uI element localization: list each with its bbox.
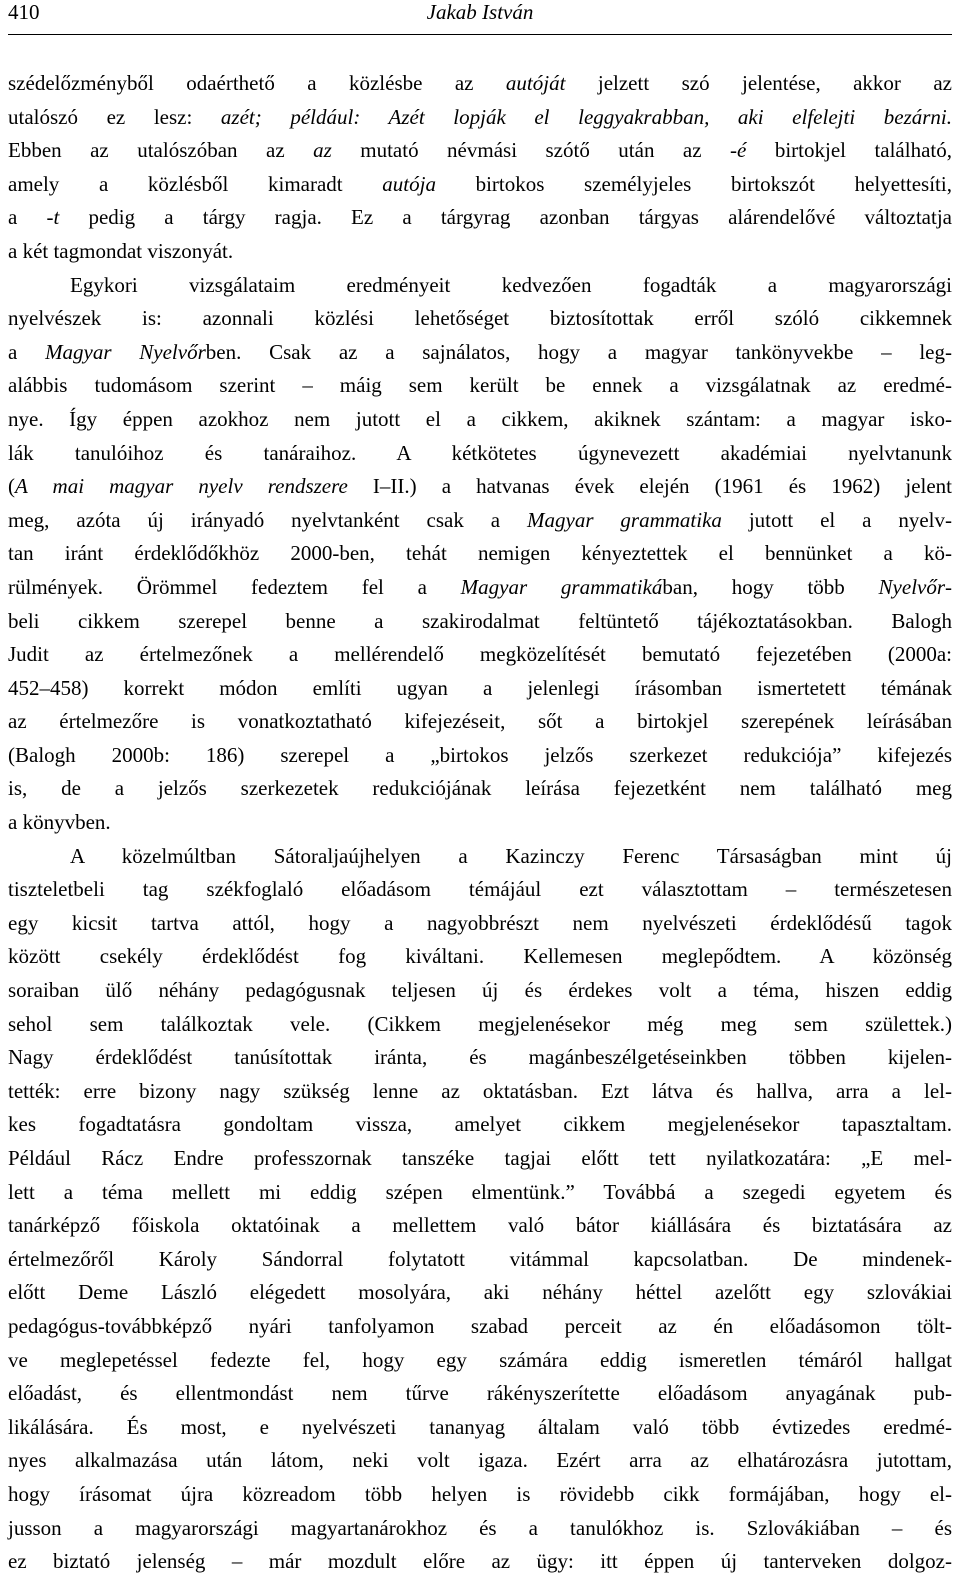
text-run: Ebben az utalószóban az — [8, 138, 314, 163]
text-run: meg, azóta új irányadó nyelvtanként csak a — [8, 507, 527, 532]
italic-text: Magyar grammatiká — [460, 574, 663, 599]
italic-text: autója — [382, 171, 436, 196]
text-run: sehol sem találkoztak vele. (Cikkem megjelenésekor még meg sem születtek.) — [8, 1011, 952, 1036]
text-line — [8, 1344, 952, 1378]
text-run: lett a téma mellett mi eddig szépen elmentünk.” Továbbá a szegedi egyetem és — [8, 1179, 952, 1204]
text-line — [8, 806, 952, 840]
text-line — [8, 302, 952, 336]
text-run: egy kicsit tartva attól, hogy a nagyobbrészt nem nyelvészeti érdeklődésű tagok — [8, 910, 952, 935]
text-line — [8, 571, 952, 605]
text-run: is, de a jelzős szerkezetek redukciójának leírása fejezetként nem található meg — [8, 776, 952, 801]
italic-text: azét; például: Azét lopják el leggyakrabban, aki elfelejti bezárni. — [220, 104, 952, 129]
text-line — [8, 1142, 952, 1176]
text-run: a — [8, 339, 46, 364]
text-run: szédelőzményből odaérthető a közlésbe az — [8, 71, 506, 95]
text-line — [8, 235, 952, 269]
italic-text: Nyelvőr — [878, 574, 946, 599]
italic-text: -é — [730, 138, 747, 163]
text-run: között csekély érdeklődést fog kiváltani. Kellemesen meglepődtem. A közönség — [8, 944, 952, 969]
text-line — [8, 1243, 952, 1277]
text-run: A közelmúltban Sátoraljaújhelyen a Kazinczy Ferenc Társaságban mint új — [70, 843, 952, 868]
text-run: nyelvészek is: azonnali közlési lehetőséget biztosítottak erről szóló cikkemnek — [8, 306, 952, 331]
text-run: nyes alkalmazása után látom, neki volt igaza. Ezért arra az elhatározásra jutottam, — [8, 1448, 952, 1473]
text-line — [8, 672, 952, 706]
text-line — [8, 840, 952, 874]
text-run: tették: erre bizony nagy szükség lenne az oktatásban. Ezt látva és hallva, arra a lel- — [8, 1078, 952, 1103]
text-run: tanárképző főiskola oktatóinak a mellettem való bátor kiállására és biztatására az — [8, 1213, 952, 1238]
text-line — [8, 739, 952, 773]
text-line — [8, 907, 952, 941]
text-line — [8, 67, 952, 101]
body-text — [8, 67, 952, 1579]
text-run: jelzett szó jelentése, akkor az — [565, 71, 952, 95]
text-line — [8, 504, 952, 538]
text-run: soraiban ülő néhány pedagógusnak teljesen új és érdekes volt a téma, hiszen eddig — [8, 978, 952, 1003]
text-line — [8, 705, 952, 739]
text-run: jusson a magyarországi magyartanárokhoz és a tanulókhoz is. Szlovákiában – és — [8, 1515, 952, 1540]
text-run: kes fogadtatásra gondoltam vissza, amelyet cikkem megjelenésekor tapasztaltam. — [8, 1112, 952, 1137]
text-run: ( — [8, 474, 15, 499]
text-run: ben. Csak az a sajnálatos, hogy a magyar tankönyvekbe – leg- — [205, 339, 952, 364]
text-line — [8, 1377, 952, 1411]
text-line — [8, 437, 952, 471]
text-line — [8, 974, 952, 1008]
text-run: Egykori vizsgálataim eredményeit kedvezően fogadták a magyarországi — [70, 272, 952, 297]
text-line — [8, 369, 952, 403]
text-line — [8, 134, 952, 168]
text-run: a két tagmondat viszonyát. — [8, 238, 234, 263]
text-run: lák tanulóihoz és tanáraihoz. A kétkötetes úgynevezett akadémiai nyelvtanunk — [8, 440, 952, 465]
text-run: ez biztató jelenség – már mozdult előre az ügy: itt éppen új tanterveken dolgoz- — [8, 1549, 952, 1574]
text-line — [8, 1176, 952, 1210]
text-line — [8, 940, 952, 974]
text-run: utalószó ez lesz: — [8, 104, 221, 129]
italic-text: Magyar grammatika — [527, 507, 722, 532]
text-line — [8, 873, 952, 907]
text-run: pedagógus-továbbképző nyári tanfolyamon szabad perceit az én előadásomon tölt- — [8, 1313, 952, 1338]
text-line — [8, 1545, 952, 1579]
text-run: beli cikkem szerepel benne a szakirodalmat feltüntető tájékoztatásokban. Balogh — [8, 608, 952, 633]
text-run: I–II.) a hatvanas évek elején (1961 és 1962) jelent — [347, 474, 953, 499]
text-run: alábbis tudomásom szerint – máig sem került be ennek a vizsgálatnak az eredmé- — [8, 373, 952, 398]
text-line — [8, 1209, 952, 1243]
text-line — [8, 605, 952, 639]
text-run: amely a közlésből kimaradt — [8, 171, 383, 196]
text-line — [8, 1075, 952, 1109]
text-run: birtokjel található, — [746, 138, 952, 163]
text-line — [8, 1276, 952, 1310]
italic-text: az — [313, 138, 332, 163]
running-head: Jakab István — [426, 0, 534, 24]
text-line — [8, 101, 952, 135]
italic-text: autóját — [505, 71, 566, 95]
text-line — [8, 1444, 952, 1478]
text-run: mutató névmási szótő után az — [331, 138, 731, 163]
text-run: likálására. És most, e nyelvészeti tananyag általam való több évtizedes eredmé- — [8, 1414, 952, 1439]
page-header — [8, 0, 952, 35]
text-run: rülmények. Örömmel fedeztem fel a — [8, 574, 461, 599]
text-run: ve meglepetéssel fedezte fel, hogy egy számára eddig ismeretlen témáról hallgat — [8, 1347, 952, 1372]
text-line — [8, 168, 952, 202]
text-line — [8, 638, 952, 672]
text-run: a — [8, 205, 47, 230]
text-run: 452–458) korrekt módon említi ugyan a jelenlegi írásomban ismertetett témának — [8, 675, 952, 700]
text-line — [8, 201, 952, 235]
text-run: előadást, és ellentmondást nem tűrve rákényszerítette előadásom anyagának pub- — [8, 1381, 952, 1406]
text-line — [8, 470, 952, 504]
text-line — [8, 1041, 952, 1075]
text-run: Judit az értelmezőnek a mellérendelő megközelítését bemutató fejezetében (2000a: — [8, 642, 952, 667]
text-run: az értelmezőre is vonatkoztatható kifejezéseit, sőt a birtokjel szerepének leírásában — [8, 709, 952, 734]
text-run: - — [945, 574, 953, 599]
italic-text: Magyar Nyelvőr — [45, 339, 206, 364]
text-run: Nagy érdeklődést tanúsítottak iránta, és magánbeszélgetéseinkben többen kijelen- — [8, 1045, 952, 1070]
text-run: a könyvben. — [8, 810, 111, 835]
text-run: előtt Deme László elégedett mosolyára, aki néhány héttel azelőtt egy szlovákiai — [8, 1280, 952, 1305]
text-run: hogy írásomat újra közreadom több helyen is rövidebb cikk formájában, hogy el- — [8, 1481, 952, 1506]
text-run: pedig a tárgy ragja. Ez a tárgyrag azonban tárgyas alárendelővé változtatja — [59, 205, 952, 230]
page-number: 410 — [8, 0, 40, 24]
text-line — [8, 403, 952, 437]
text-run: jutott el a nyelv- — [721, 507, 953, 532]
text-line — [8, 269, 952, 303]
text-line — [8, 1008, 952, 1042]
text-run: ban, hogy több — [662, 574, 879, 599]
text-line — [8, 1310, 952, 1344]
text-run: birtokos személyjeles birtokszót helyettesíti, — [435, 171, 952, 196]
text-line — [8, 1108, 952, 1142]
text-run: értelmezőről Károly Sándorral folytatott vitámmal kapcsolatban. De mindenek- — [8, 1246, 952, 1271]
text-line — [8, 537, 952, 571]
text-run: tan iránt érdeklődőkhöz 2000-ben, tehát nemigen kényeztettek el bennünket a kö- — [8, 541, 952, 566]
text-run: Például Rácz Endre professzornak tanszéke tagjai előtt tett nyilatkozatára: „E mel- — [8, 1146, 952, 1170]
text-run: nye. Így éppen azokhoz nem jutott el a cikkem, akiknek szántam: a magyar isko- — [8, 406, 952, 431]
text-line — [8, 772, 952, 806]
italic-text: A mai magyar nyelv rendszere — [15, 474, 348, 499]
italic-text: -t — [46, 205, 60, 230]
text-run: tiszteletbeli tag székfoglaló előadásom témájául ezt választottam – természetesen — [8, 877, 952, 902]
text-line — [8, 1411, 952, 1445]
text-line — [8, 336, 952, 370]
text-line — [8, 1478, 952, 1512]
text-line — [8, 1512, 952, 1546]
text-run: (Balogh 2000b: 186) szerepel a „birtokos jelzős szerkezet redukciója” kifejezés — [8, 742, 952, 767]
